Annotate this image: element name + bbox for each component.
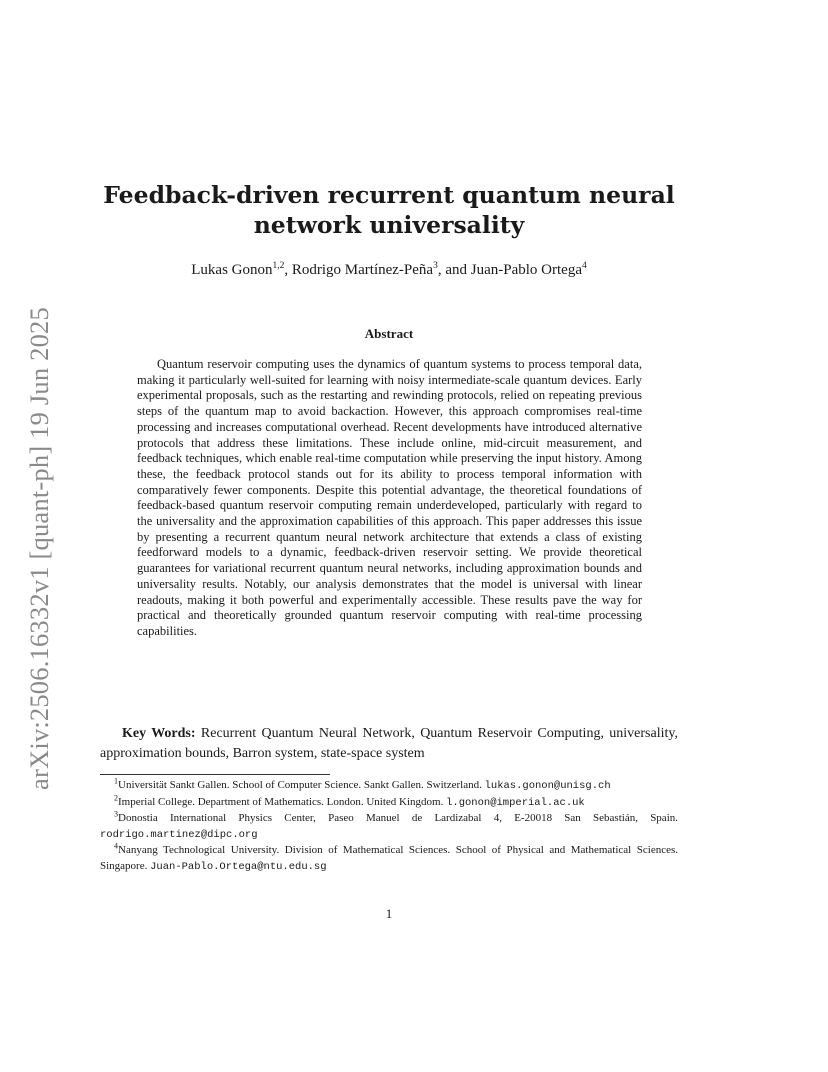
author-separator: ,: [284, 262, 292, 278]
footnote-rule: [100, 774, 330, 775]
footnote-email: rodrigo.martinez@dipc.org: [100, 828, 258, 841]
footnotes: [100, 778, 678, 875]
author-affiliation: 4: [581, 261, 587, 271]
footnote: [100, 792, 678, 812]
footnote-mark: 1: [114, 776, 118, 786]
footnote-email: Juan-Pablo.Ortega@ntu.edu.sg: [150, 860, 327, 873]
footnote: [100, 843, 678, 875]
footnote-text: Donostia International Physics Center, Paseo Manuel de Lardizabal 4, E-20018 San Sebastián, Spain.: [118, 812, 678, 824]
title-line-2: network universality: [253, 211, 525, 239]
title-line-1: Feedback-driven recurrent quantum neural: [103, 181, 675, 209]
paper-title: [100, 180, 678, 240]
footnote-text: Universität Sankt Gallen. School of Computer Science. Sankt Gallen. Switzerland.: [118, 779, 485, 791]
footnote-mark: 3: [114, 809, 118, 819]
author-list: [100, 262, 678, 279]
keywords-label: Key Words:: [122, 726, 196, 741]
footnote-email: lukas.gonon@unisg.ch: [484, 780, 611, 792]
footnote-text: Imperial College. Department of Mathematics. London. United Kingdom.: [118, 795, 447, 808]
footnote-mark: 4: [114, 841, 118, 851]
abstract-text: Quantum reservoir computing uses the dynamics of quantum systems to process temporal data, making it particularly well-suited for learning with noisy intermediate-scale quantum devices. Early experimental proposals, such as the restarting and rewinding protocols, relied on repeating previous steps of the quantum map to avoid backaction. However, this approach compromises real-time processing and increases computational overhead. Recent developments have introduced alternative protocols that address these limitations. These include online, mid-circuit measurement, and feedback techniques, which enable real-time computation while preserving the input history. Among these, the feedback protocol stands out for its ability to process temporal information with comparatively fewer components. Despite this potential advantage, the theoretical foundations of feedback-based quantum reservoir computing remain underdeveloped, particularly with regard to the universality and the approximation capabilities of this approach. This paper addresses this issue by presenting a recurrent quantum neural network architecture that extends a class of existing feedforward models to a dynamic, feedback-driven reservoir setting. We provide theoretical guarantees for variational recurrent quantum neural networks, including approximation bounds and universality results. Notably, our analysis demonstrates that the model is universal with linear readouts, making it both powerful and experimentally accessible. These results pave the way for practical and theoretically grounded quantum reservoir computing with real-time processing capabilities.: [137, 357, 642, 638]
author-name: Lukas Gonon: [191, 262, 273, 278]
author-name: Juan-Pablo Ortega: [470, 262, 582, 278]
arxiv-identifier-stamp: arXiv:2506.16332v1 [quant-ph] 19 Jun 2025: [24, 307, 54, 790]
keywords: [100, 724, 678, 764]
author-affiliation: 1,2: [272, 261, 285, 271]
author-separator: , and: [437, 262, 471, 278]
footnote: [100, 811, 678, 843]
author-affiliation: 3: [433, 261, 438, 271]
footnote-mark: 2: [114, 792, 118, 802]
keywords-text: Recurrent Quantum Neural Network, Quantum Reservoir Computing, universality, approximation bounds, Barron system, state-space system: [100, 726, 678, 761]
footnote: [100, 778, 678, 795]
page-number: 1: [385, 906, 393, 921]
abstract-heading: Abstract: [364, 326, 414, 341]
author-name: Rodrigo Martínez-Peña: [291, 262, 434, 278]
footnote-email: l.gonon@imperial.ac.uk: [446, 796, 585, 809]
footnote-text: Nanyang Technological University. Division of Mathematical Sciences. School of Physical and Mathematical Sciences. Singapore.: [100, 844, 678, 872]
